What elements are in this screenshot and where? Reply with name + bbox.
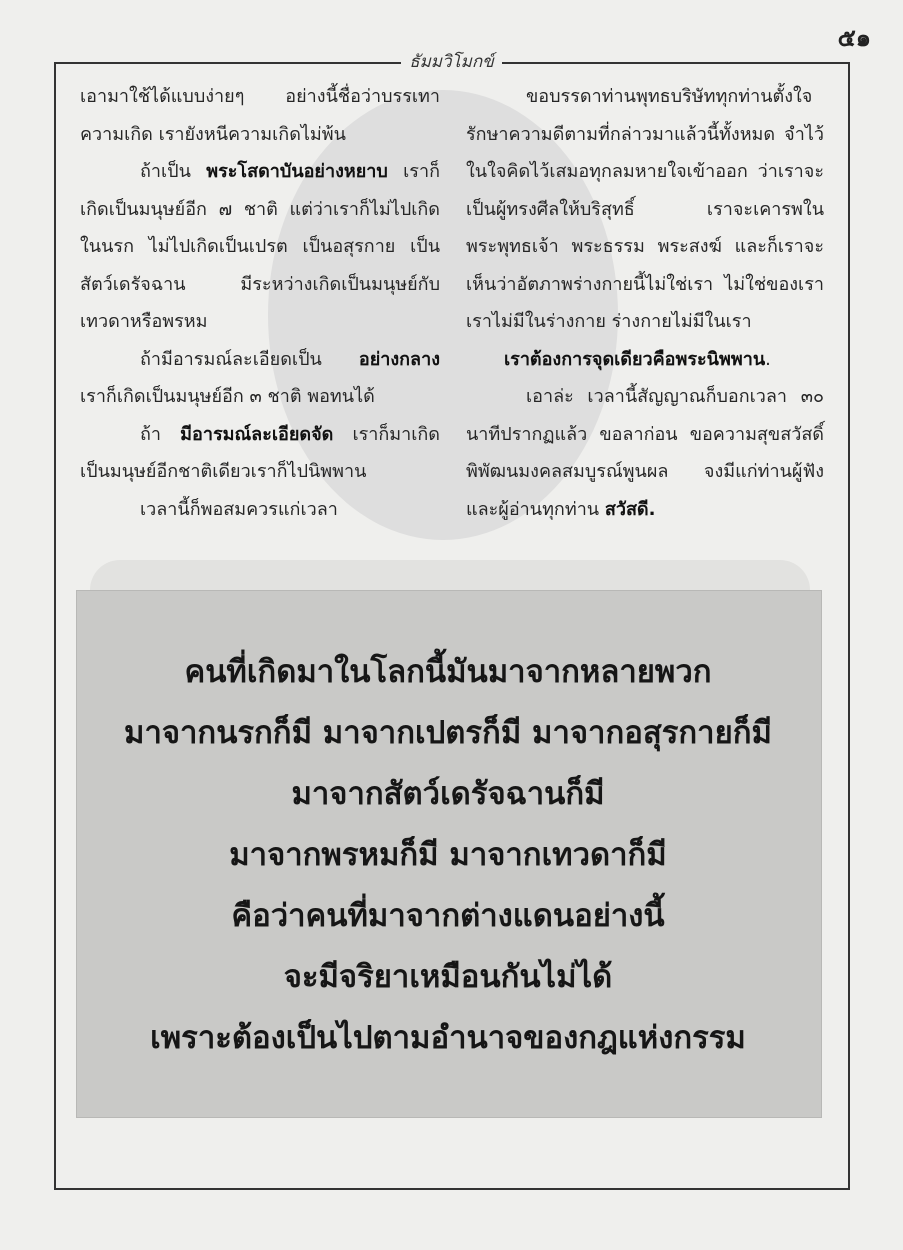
left-p2-rest: เราก็เกิดเป็นมนุษย์อีก ๗ ชาติ แต่ว่าเราก็ไม่ไปเกิดในนรก ไม่ไปเกิดเป็นเปรต เป็นอสุรกาย เป็นสัตว์เดรัจฉาน มีระหว่างเกิดเป็นมนุษย์กับเทวดาหรือพรหม xyxy=(80,161,440,332)
quote-box-tab xyxy=(90,560,810,594)
quote-line-3: มาจากสัตว์เดรัจฉานก็มี xyxy=(291,776,605,812)
left-paragraph-4 xyxy=(80,416,440,491)
right-p2-rest: . xyxy=(765,348,771,370)
running-head xyxy=(0,48,903,75)
left-paragraph-2 xyxy=(80,153,440,341)
quote-line-6: จะมีจริยาเหมือนกันไม่ได้ xyxy=(283,959,613,995)
left-p3-lead: ถ้ามีอารมณ์ละเอียดเป็น xyxy=(140,348,359,370)
left-paragraph-5: เวลานี้ก็พอสมควรแก่เวลา xyxy=(140,498,338,520)
left-p4-rest: เราก็มาเกิดเป็นมนุษย์อีกชาติเดียวเราก็ไปนิพพาน xyxy=(80,423,440,482)
left-p2-lead: ถ้าเป็น xyxy=(140,161,207,182)
right-paragraph-2 xyxy=(466,341,824,379)
left-paragraph-3 xyxy=(80,341,440,416)
left-p3-rest: เราก็เกิดเป็นมนุษย์อีก ๓ ชาติ พอทนได้ xyxy=(80,386,375,407)
quote-line-1: คนที่เกิดมาในโลกนี้มันมาจากหลายพวก xyxy=(184,654,712,690)
right-paragraph-1: ขอบรรดาท่านพุทธบริษัททุกท่านตั้งใจรักษาความดีตามที่กล่าวมาแล้วนี้ทั้งหมด จำไว้ในใจคิดไว้เสมอทุกลมหายใจเข้าออก ว่าเราจะเป็นผู้ทรงศีลให้บริสุทธิ์ เราจะเคารพในพระพุทธเจ้า พระธรรม พระสงฆ์ และก็เราจะเห็นว่าอัตภาพร่างกายนี้ไม่ใช่เรา ไม่ใช่ของเรา เราไม่มีในร่างกาย ร่างกายไม่มีในเรา xyxy=(466,86,824,332)
right-paragraph-3 xyxy=(466,378,824,528)
right-p3-lead: เอาล่ะ เวลานี้สัญญาณก็บอกเวลา ๓๐ นาทีปรากฏแล้ว ขอลาก่อน ขอความสุขสวัสดิ์พิพัฒนมงคลสมบูรณ์พูนผล จงมีแก่ท่านผู้ฟังและผู้อ่านทุกท่าน xyxy=(466,386,824,520)
right-column xyxy=(466,78,824,528)
page-number: ๕๑ xyxy=(837,23,871,52)
quote-line-7: เพราะต้องเป็นไปตามอำนาจของกฎแห่งกรรม xyxy=(150,1020,746,1056)
left-p4-bold: มีอารมณ์ละเอียดจัด xyxy=(180,423,334,445)
quote-line-4: มาจากพรหมก็มี มาจากเทวดาก็มี xyxy=(229,837,667,873)
quote-text xyxy=(76,642,820,1069)
left-paragraph-1: เอามาใช้ได้แบบง่ายๆ อย่างนี้ชื่อว่าบรรเทาความเกิด เรายังหนีความเกิดไม่พ้น xyxy=(80,86,440,145)
left-p2-bold: พระโสดาบันอย่างหยาบ xyxy=(206,161,388,182)
left-p3-bold: อย่างกลาง xyxy=(358,348,440,370)
left-column xyxy=(80,78,440,528)
right-p2-bold: เราต้องการจุดเดียวคือพระนิพพาน xyxy=(504,348,766,370)
running-head-title: ธัมมวิโมกข์ xyxy=(401,52,502,72)
left-p4-lead: ถ้า xyxy=(140,423,181,445)
right-p3-bold: สวัสดี. xyxy=(604,498,656,520)
quote-line-5: คือว่าคนที่มาจากต่างแดนอย่างนี้ xyxy=(231,898,665,934)
quote-line-2: มาจากนรกก็มี มาจากเปตรก็มี มาจากอสุรกายก็มี xyxy=(124,715,772,751)
